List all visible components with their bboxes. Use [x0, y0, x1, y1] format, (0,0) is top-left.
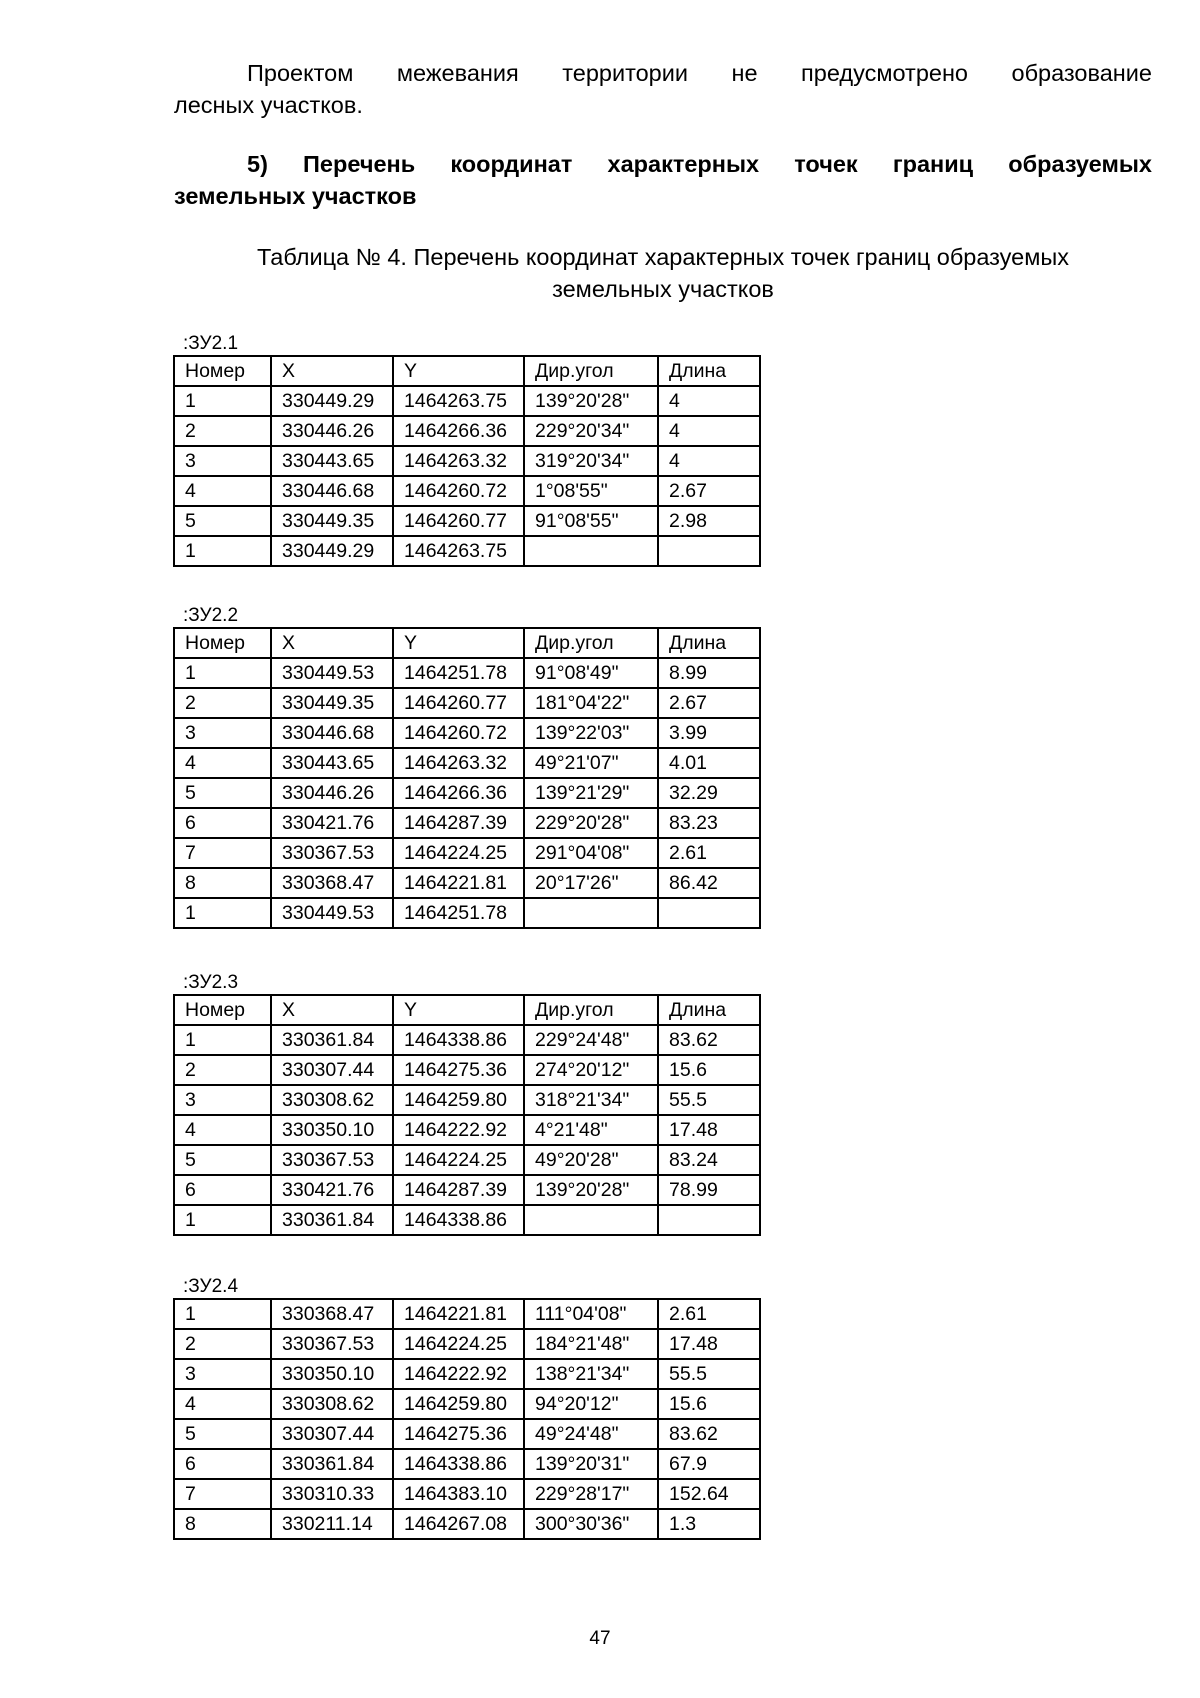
table-cell: 55.5: [658, 1359, 760, 1389]
table-cell: 1464259.80: [393, 1389, 524, 1419]
coordinates-table: [173, 994, 761, 1236]
table-cell: 55.5: [658, 1085, 760, 1115]
table-cell: 229°28'17": [524, 1479, 658, 1509]
table-row: [174, 1329, 760, 1359]
table-cell: 8: [174, 868, 271, 898]
table-cell: 330308.62: [271, 1389, 393, 1419]
table-caption: [174, 241, 1152, 305]
table-cell: Номер: [174, 995, 271, 1025]
table-cell: 1464224.25: [393, 1329, 524, 1359]
table-row: [174, 718, 760, 748]
table-cell: 8: [174, 1509, 271, 1539]
table-cell: 83.24: [658, 1145, 760, 1175]
table-cell: 4.01: [658, 748, 760, 778]
table-cell: Дир.угол: [524, 628, 658, 658]
table-cell: 139°22'03": [524, 718, 658, 748]
caption-line-2: земельных участков: [552, 276, 774, 302]
heading-word: координат: [450, 151, 573, 177]
table-cell: 330446.68: [271, 476, 393, 506]
heading-word: границ: [892, 151, 974, 177]
heading-line-1: [174, 148, 1152, 180]
table-cell: 17.48: [658, 1115, 760, 1145]
table-header-row: [174, 995, 760, 1025]
table-row: [174, 748, 760, 778]
parcel-label: :ЗУ2.4: [183, 1276, 239, 1297]
table-cell: 3: [174, 1359, 271, 1389]
table-cell: 330449.53: [271, 898, 393, 928]
table-cell: 138°21'34": [524, 1359, 658, 1389]
table-cell: 330307.44: [271, 1419, 393, 1449]
table-cell: 330308.62: [271, 1085, 393, 1115]
parcel-label: :ЗУ2.2: [183, 605, 239, 626]
table-cell: 330446.68: [271, 718, 393, 748]
table-cell: 1464222.92: [393, 1359, 524, 1389]
table-cell: 1464221.81: [393, 868, 524, 898]
table-row: [174, 1175, 760, 1205]
table-cell: 4°21'48": [524, 1115, 658, 1145]
table-cell: 32.29: [658, 778, 760, 808]
table-cell: 291°04'08": [524, 838, 658, 868]
table-cell: 15.6: [658, 1055, 760, 1085]
table-cell: Дир.угол: [524, 356, 658, 386]
table-cell: 1464267.08: [393, 1509, 524, 1539]
heading-word: образуемых: [1008, 151, 1152, 177]
table-cell: 3.99: [658, 718, 760, 748]
heading-word: точек: [794, 151, 858, 177]
heading-word: характерных: [607, 151, 760, 177]
table-row: [174, 868, 760, 898]
table-cell: 330368.47: [271, 868, 393, 898]
table-cell: 139°20'28": [524, 1175, 658, 1205]
table-cell: 1464266.36: [393, 416, 524, 446]
table-cell: 229°24'48": [524, 1025, 658, 1055]
table-cell: 17.48: [658, 1329, 760, 1359]
table-cell: 2.61: [658, 838, 760, 868]
table-cell: 1: [174, 658, 271, 688]
table-cell: Номер: [174, 356, 271, 386]
table-cell: 86.42: [658, 868, 760, 898]
table-cell: 1464263.75: [393, 386, 524, 416]
table-cell: 330361.84: [271, 1205, 393, 1235]
heading-word: 5): [247, 151, 268, 177]
table-cell: 139°20'31": [524, 1449, 658, 1479]
table-row: [174, 658, 760, 688]
table-cell: 83.62: [658, 1025, 760, 1055]
table-cell: 91°08'49": [524, 658, 658, 688]
table-cell: 330449.29: [271, 536, 393, 566]
table-row: [174, 1509, 760, 1539]
table-cell: 1464275.36: [393, 1419, 524, 1449]
table-row: [174, 1419, 760, 1449]
table-cell: 181°04'22": [524, 688, 658, 718]
table-cell: 1: [174, 536, 271, 566]
table-cell: 5: [174, 506, 271, 536]
table-cell: X: [271, 356, 393, 386]
table-row: [174, 778, 760, 808]
table-cell: [658, 536, 760, 566]
table-cell: 330449.35: [271, 688, 393, 718]
table-cell: 330446.26: [271, 416, 393, 446]
table-cell: 4: [658, 416, 760, 446]
page-number: 47: [589, 1628, 611, 1649]
table-cell: 94°20'12": [524, 1389, 658, 1419]
intro-line-2: лесных участков.: [174, 92, 363, 118]
intro-word: предусмотрено: [801, 60, 969, 86]
table-cell: 78.99: [658, 1175, 760, 1205]
table-cell: 1464338.86: [393, 1025, 524, 1055]
intro-word: межевания: [396, 60, 519, 86]
table-row: [174, 808, 760, 838]
table-row: [174, 1359, 760, 1389]
table-cell: 1464221.81: [393, 1299, 524, 1329]
table-cell: 1: [174, 1299, 271, 1329]
table-cell: 1464287.39: [393, 808, 524, 838]
table-cell: 1464259.80: [393, 1085, 524, 1115]
table-cell: 1464251.78: [393, 658, 524, 688]
table-row: [174, 898, 760, 928]
table-cell: 1464260.72: [393, 718, 524, 748]
table-cell: 83.23: [658, 808, 760, 838]
table-cell: 2: [174, 1329, 271, 1359]
table-row: [174, 1389, 760, 1419]
table-cell: 1464260.77: [393, 688, 524, 718]
table-cell: Дир.угол: [524, 995, 658, 1025]
table-cell: 1.3: [658, 1509, 760, 1539]
table-cell: 1: [174, 1205, 271, 1235]
intro-line-1: [174, 57, 1152, 89]
table-cell: 3: [174, 446, 271, 476]
parcel-block-zu2-2: [173, 605, 761, 929]
table-cell: 8.99: [658, 658, 760, 688]
table-cell: X: [271, 995, 393, 1025]
table-cell: 330367.53: [271, 1329, 393, 1359]
table-cell: 20°17'26": [524, 868, 658, 898]
table-cell: [658, 898, 760, 928]
table-cell: 318°21'34": [524, 1085, 658, 1115]
table-cell: 2.61: [658, 1299, 760, 1329]
intro-word: образование: [1011, 60, 1152, 86]
table-cell: 274°20'12": [524, 1055, 658, 1085]
table-cell: 330361.84: [271, 1025, 393, 1055]
table-cell: 330443.65: [271, 446, 393, 476]
table-cell: 1464260.72: [393, 476, 524, 506]
table-cell: Длина: [658, 628, 760, 658]
table-row: [174, 1299, 760, 1329]
table-cell: 139°21'29": [524, 778, 658, 808]
table-cell: 330367.53: [271, 1145, 393, 1175]
table-cell: 330310.33: [271, 1479, 393, 1509]
table-cell: 7: [174, 838, 271, 868]
table-cell: 7: [174, 1479, 271, 1509]
parcel-label: :ЗУ2.3: [183, 972, 239, 993]
table-cell: 6: [174, 1175, 271, 1205]
table-cell: [524, 898, 658, 928]
table-row: [174, 446, 760, 476]
table-cell: 2.98: [658, 506, 760, 536]
table-cell: Длина: [658, 356, 760, 386]
table-header-row: [174, 628, 760, 658]
table-row: [174, 1449, 760, 1479]
table-cell: 1°08'55": [524, 476, 658, 506]
table-cell: 4: [658, 386, 760, 416]
table-cell: 330361.84: [271, 1449, 393, 1479]
table-cell: 330446.26: [271, 778, 393, 808]
table-cell: 4: [174, 1115, 271, 1145]
section-heading: [174, 148, 1152, 212]
heading-line-2: земельных участков: [174, 183, 417, 209]
table-cell: 3: [174, 718, 271, 748]
parcel-label: :ЗУ2.1: [183, 333, 239, 354]
intro-word: не: [731, 60, 758, 86]
table-cell: 4: [658, 446, 760, 476]
table-row: [174, 506, 760, 536]
table-cell: 1464266.36: [393, 778, 524, 808]
table-cell: 1464224.25: [393, 1145, 524, 1175]
table-cell: 1464260.77: [393, 506, 524, 536]
intro-word: территории: [562, 60, 688, 86]
table-cell: [524, 1205, 658, 1235]
coordinates-table: [173, 627, 761, 929]
table-cell: 1464222.92: [393, 1115, 524, 1145]
table-cell: 83.62: [658, 1419, 760, 1449]
table-row: [174, 416, 760, 446]
table-cell: 49°20'28": [524, 1145, 658, 1175]
table-cell: 2: [174, 1055, 271, 1085]
table-header-row: [174, 356, 760, 386]
table-cell: Y: [393, 356, 524, 386]
coordinates-table: [173, 355, 761, 567]
table-cell: Y: [393, 995, 524, 1025]
table-cell: 330367.53: [271, 838, 393, 868]
intro-word: Проектом: [247, 60, 354, 86]
parcel-block-zu2-4: [173, 1276, 761, 1540]
table-cell: 330449.35: [271, 506, 393, 536]
table-row: [174, 1205, 760, 1235]
table-cell: Y: [393, 628, 524, 658]
table-cell: 5: [174, 1419, 271, 1449]
table-row: [174, 1025, 760, 1055]
table-cell: 330449.53: [271, 658, 393, 688]
table-cell: 1464275.36: [393, 1055, 524, 1085]
table-cell: 330350.10: [271, 1115, 393, 1145]
table-cell: Номер: [174, 628, 271, 658]
table-cell: 330350.10: [271, 1359, 393, 1389]
table-cell: 330443.65: [271, 748, 393, 778]
table-cell: 1464338.86: [393, 1205, 524, 1235]
table-cell: 229°20'34": [524, 416, 658, 446]
table-cell: 5: [174, 1145, 271, 1175]
table-cell: 6: [174, 808, 271, 838]
table-cell: 3: [174, 1085, 271, 1115]
table-row: [174, 1085, 760, 1115]
table-cell: 330421.76: [271, 1175, 393, 1205]
table-cell: 1464287.39: [393, 1175, 524, 1205]
table-cell: 4: [174, 1389, 271, 1419]
table-cell: 1464338.86: [393, 1449, 524, 1479]
table-cell: 330449.29: [271, 386, 393, 416]
table-cell: 1464263.75: [393, 536, 524, 566]
table-cell: 330211.14: [271, 1509, 393, 1539]
parcel-block-zu2-3: [173, 972, 761, 1236]
table-cell: 1464224.25: [393, 838, 524, 868]
table-cell: 184°21'48": [524, 1329, 658, 1359]
table-cell: 1: [174, 898, 271, 928]
table-cell: 330307.44: [271, 1055, 393, 1085]
table-cell: 1464263.32: [393, 446, 524, 476]
table-cell: 49°21'07": [524, 748, 658, 778]
table-cell: 1464263.32: [393, 748, 524, 778]
table-cell: 4: [174, 748, 271, 778]
table-cell: 2: [174, 416, 271, 446]
table-cell: 152.64: [658, 1479, 760, 1509]
table-row: [174, 1115, 760, 1145]
table-cell: [524, 536, 658, 566]
table-cell: 139°20'28": [524, 386, 658, 416]
table-cell: 2.67: [658, 688, 760, 718]
table-cell: 91°08'55": [524, 506, 658, 536]
table-cell: 2: [174, 688, 271, 718]
table-cell: 6: [174, 1449, 271, 1479]
table-cell: 15.6: [658, 1389, 760, 1419]
table-cell: 300°30'36": [524, 1509, 658, 1539]
table-cell: 1464383.10: [393, 1479, 524, 1509]
table-row: [174, 688, 760, 718]
table-cell: 67.9: [658, 1449, 760, 1479]
parcel-block-zu2-1: [173, 333, 761, 567]
table-cell: 229°20'28": [524, 808, 658, 838]
table-cell: 4: [174, 476, 271, 506]
coordinates-table: [173, 1298, 761, 1540]
table-row: [174, 838, 760, 868]
heading-word: Перечень: [303, 151, 416, 177]
table-cell: X: [271, 628, 393, 658]
caption-line-1: Таблица № 4. Перечень координат характерных точек границ образуемых: [256, 244, 1070, 270]
table-row: [174, 476, 760, 506]
table-row: [174, 1145, 760, 1175]
table-cell: [658, 1205, 760, 1235]
table-cell: 5: [174, 778, 271, 808]
table-cell: 330368.47: [271, 1299, 393, 1329]
table-row: [174, 1055, 760, 1085]
intro-paragraph: [174, 57, 1152, 121]
table-cell: 111°04'08": [524, 1299, 658, 1329]
table-cell: 1: [174, 1025, 271, 1055]
table-cell: 49°24'48": [524, 1419, 658, 1449]
table-cell: 1464251.78: [393, 898, 524, 928]
table-cell: 319°20'34": [524, 446, 658, 476]
table-row: [174, 1479, 760, 1509]
table-cell: 330421.76: [271, 808, 393, 838]
table-cell: 2.67: [658, 476, 760, 506]
table-cell: 1: [174, 386, 271, 416]
table-row: [174, 386, 760, 416]
table-cell: Длина: [658, 995, 760, 1025]
table-row: [174, 536, 760, 566]
